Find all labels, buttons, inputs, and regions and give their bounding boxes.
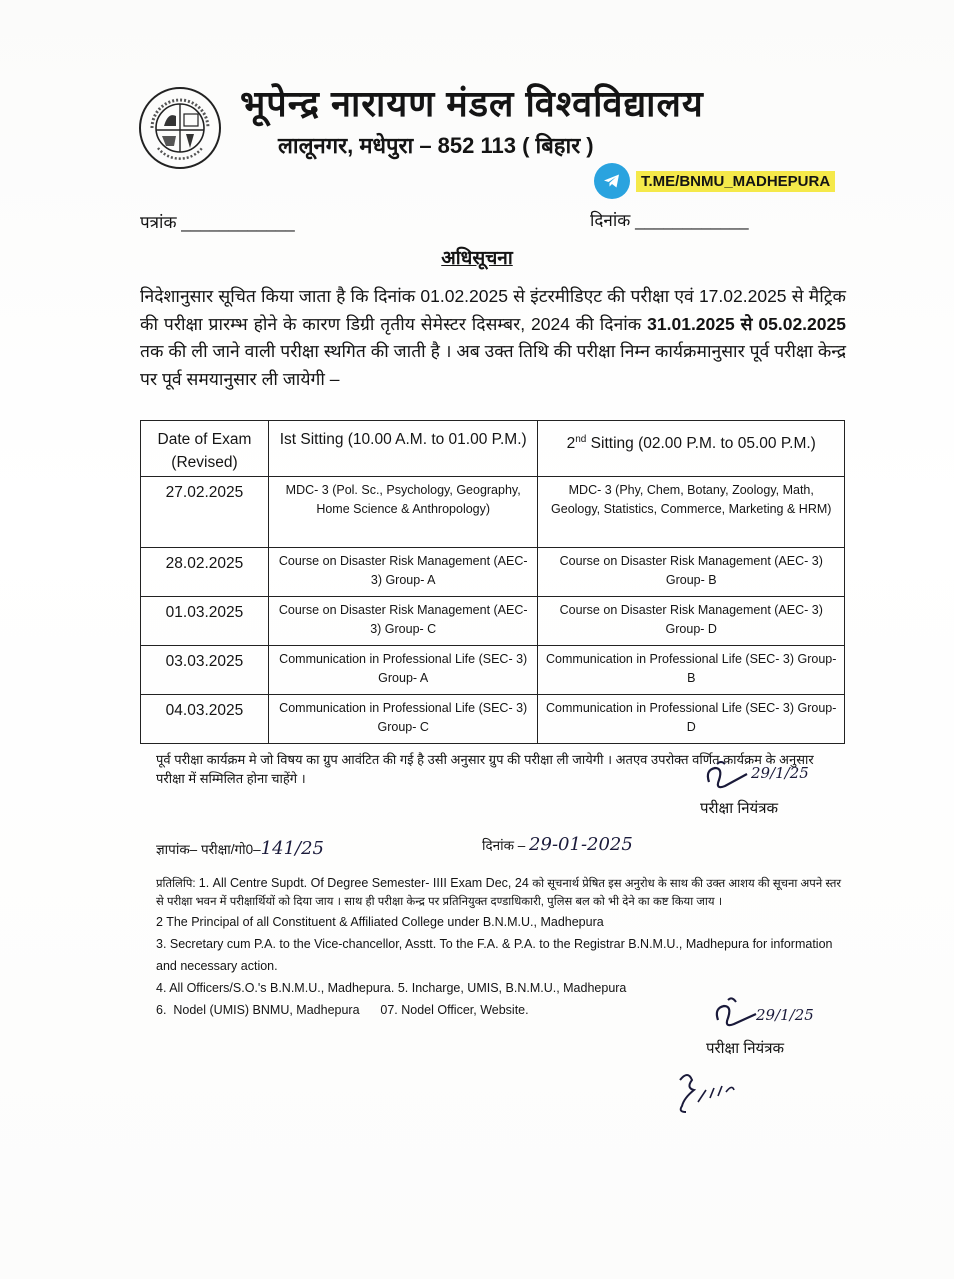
para-text-1: निदेशानुसार सूचित किया जाता है कि दिनांक 01.02.2025 से इंटरमीडिएट की परीक्षा एवं 17.02.2025 से मैट्रिक की परीक्षा प्रारम्भ होने के कारण डिग्री तृतीय सेमेस्टर दिसम्बर, 2024 की दिनांक: [140, 286, 846, 334]
second-sitting-subject: Course on Disaster Risk Management (AEC- 3) Group- D: [538, 597, 845, 646]
copy-item-2: 2 The Principal of all Constituent & Affiliated College under B.N.M.U., Madhepura: [156, 915, 604, 929]
exam-date: 01.03.2025: [141, 597, 269, 646]
revised-exam-schedule-table: [140, 420, 845, 744]
second-prefix: 2: [566, 435, 576, 453]
exam-date: 03.03.2025: [141, 646, 269, 695]
para-text-se: से: [734, 313, 759, 334]
controller-signature-2: [712, 996, 832, 1036]
first-sitting-subject: Communication in Professional Life (SEC- 3) Group- C: [268, 695, 538, 744]
postponed-from-date: 31.01.2025: [647, 313, 735, 334]
university-address: लालूनगर, मधेपुरा – 852 113 ( बिहार ): [278, 133, 594, 158]
university-name: भूपेन्द्र नारायण मंडल विश्वविद्यालय: [240, 83, 704, 124]
table-header-row: [141, 421, 845, 477]
university-seal-logo: [138, 86, 222, 170]
memo-date-label: दिनांक –: [482, 838, 530, 853]
patrank-label: पत्रांक: [140, 213, 177, 232]
reference-number-field: [140, 210, 295, 233]
dinank-label: दिनांक: [590, 211, 631, 230]
group-allocation-note: पूर्व परीक्षा कार्यक्रम मे जो विषय का ग्रुप आवंटित की गई है उसी अनुसार ग्रुप की परीक्षा ली जायेगी । अतएव उपरोक्त वर्णित कार्यक्रम के अनुसार परीक्षा में सम्मिलित होना चाहेंगे ।: [156, 752, 814, 786]
copy-item-1: [156, 872, 846, 911]
telegram-link[interactable]: [594, 163, 835, 199]
exam-date: 28.02.2025: [141, 548, 269, 597]
table-row: [141, 548, 845, 597]
second-rest: Sitting (02.00 P.M. to 05.00 P.M.): [586, 435, 816, 453]
copy-prefix: प्रतिलिपि:: [156, 878, 199, 890]
second-sitting-subject: Course on Disaster Risk Management (AEC- 3) Group- B: [538, 548, 845, 597]
table-row: [141, 477, 845, 548]
memo-number: [156, 838, 324, 859]
exam-date: 04.03.2025: [141, 695, 269, 744]
signature-date: 29/1/25: [751, 764, 809, 782]
notice-paragraph: [140, 283, 846, 393]
second-sup: nd: [575, 434, 587, 445]
controller-signature: [703, 758, 833, 798]
telegram-link-label[interactable]: T.ME/BNMU_MADHEPURA: [636, 171, 835, 192]
dinank-blank: ____________: [635, 211, 749, 230]
notice-heading: अधिसूचना: [441, 248, 513, 269]
first-sitting-subject: Course on Disaster Risk Management (AEC- 3) Group- C: [268, 597, 538, 646]
memo-label: ज्ञापांक– परीक्षा/गो0–: [156, 842, 261, 857]
date-field: [590, 208, 749, 231]
first-sitting-subject: Communication in Professional Life (SEC- 3) Group- A: [268, 646, 538, 695]
copy-item-3: 3. Secretary cum P.A. to the Vice-chancellor, Asstt. To the F.A. & P.A. to the Registrar B.N.M.U., Madhepura for information and necessary action.: [156, 937, 833, 973]
header-first-sitting: Ist Sitting (10.00 A.M. to 01.00 P.M.): [268, 421, 538, 477]
postponed-to-date: 05.02.2025: [758, 313, 846, 334]
table-row: [141, 597, 845, 646]
table-row: [141, 646, 845, 695]
signature-scribble-icon: [703, 760, 753, 796]
signature-date-2: 29/1/25: [756, 1006, 814, 1024]
second-sitting-subject: MDC- 3 (Phy, Chem, Botany, Zoology, Math, Geology, Statistics, Commerce, Marketing & HRM): [538, 477, 845, 548]
telegram-icon: [594, 163, 630, 199]
copy-item-6: 6. Nodel (UMIS) BNMU, Madhepura 07. Nodel Officer, Website.: [156, 1003, 529, 1017]
patrank-blank: ____________: [181, 213, 295, 232]
copy-item-4: 4. All Officers/S.O.'s B.N.M.U., Madhepura. 5. Incharge, UMIS, B.N.M.U., Madhepura: [156, 981, 627, 995]
first-sitting-subject: MDC- 3 (Pol. Sc., Psychology, Geography, Home Science & Anthropology): [268, 477, 538, 548]
second-sitting-subject: Communication in Professional Life (SEC- 3) Group- D: [538, 695, 845, 744]
header-date: Date of Exam (Revised): [141, 421, 269, 477]
first-sitting-subject: Course on Disaster Risk Management (AEC- 3) Group- A: [268, 548, 538, 597]
header-second-sitting: [538, 421, 845, 477]
controller-title: परीक्षा नियंत्रक: [700, 800, 779, 817]
memo-date-handwritten: 29-01-2025: [529, 834, 633, 855]
copy-item-1-hi: को सूचनार्थ प्रेषित इस अनुरोध के साथ की उक्त आशय की सूचना अपने स्तर से परीक्षा भवन में परीक्षार्थियों को दिया जाय । साथ ही परीक्षा केन्द्र पर प्रतिनियुक्त दण्डाधिकारी, पुलिस बल को भी देने का कष्ट किया जाय ।: [156, 878, 842, 908]
table-row: [141, 695, 845, 744]
copy-item-1-en: 1. All Centre Supdt. Of Degree Semester- IIII Exam Dec, 24: [198, 876, 533, 890]
para-text-2: तक की ली जाने वाली परीक्षा स्थगित की जाती है । अब उक्त तिथि की परीक्षा निम्न कार्यक्रमानुसार पूर्व परीक्षा केन्द्र पर पूर्व समयानुसार ली जायेगी –: [140, 341, 846, 389]
second-sitting-subject: Communication in Professional Life (SEC- 3) Group- B: [538, 646, 845, 695]
memo-date: [482, 834, 633, 855]
initials-scribble-icon: [672, 1068, 752, 1118]
exam-date: 27.02.2025: [141, 477, 269, 548]
controller-title-2: परीक्षा नियंत्रक: [706, 1040, 785, 1057]
signature-scribble-icon: [712, 996, 760, 1032]
memo-number-handwritten: 141/25: [260, 838, 324, 859]
